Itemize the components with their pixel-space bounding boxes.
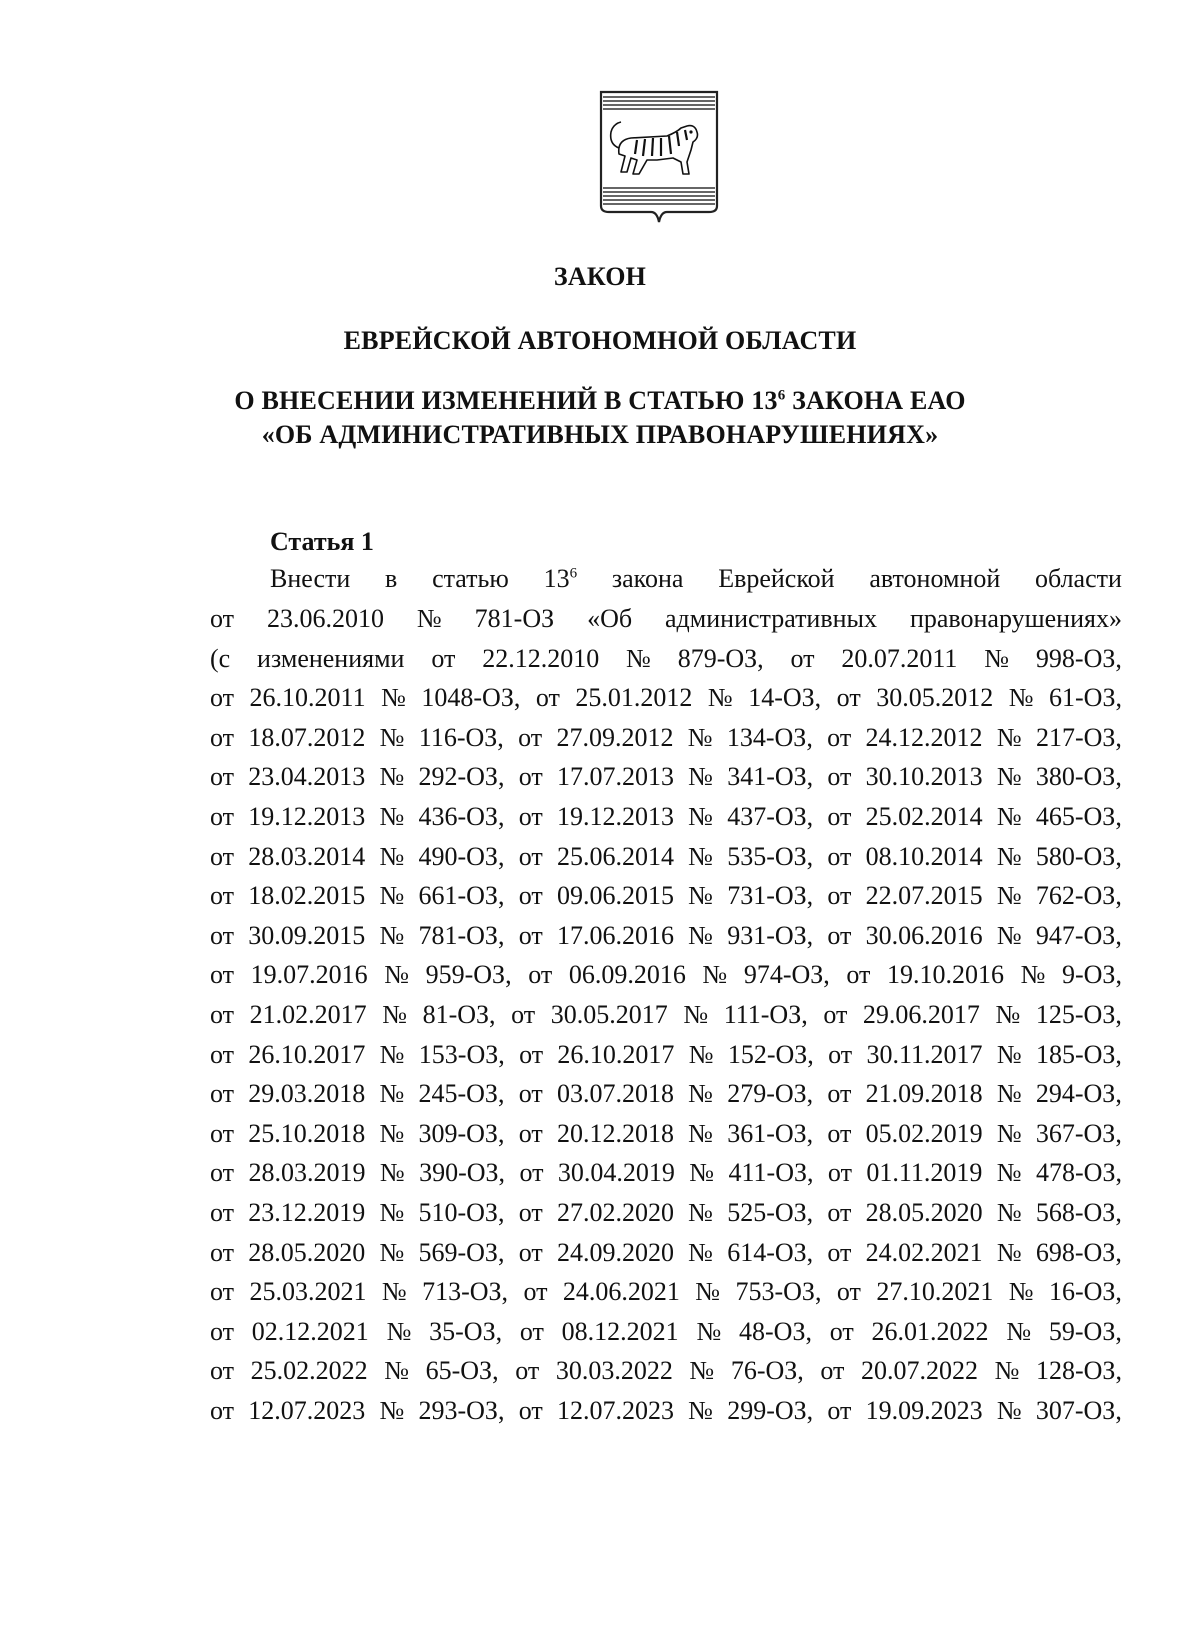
paragraph-line: от 19.07.2016 № 959-ОЗ, от 06.09.2016 № 974-ОЗ, от 19.10.2016 № 9-ОЗ, bbox=[210, 960, 1122, 990]
word: в bbox=[385, 564, 398, 593]
paragraph-line: от 26.10.2011 № 1048-ОЗ, от 25.01.2012 № 14-ОЗ, от 30.05.2012 № 61-ОЗ, bbox=[210, 683, 1122, 713]
paragraph-line: от 02.12.2021 № 35-ОЗ, от 08.12.2021 № 48-ОЗ, от 26.01.2022 № 59-ОЗ, bbox=[210, 1316, 1122, 1346]
paragraph-line: от 23.04.2013 № 292-ОЗ, от 17.07.2013 № 341-ОЗ, от 30.10.2013 № 380-ОЗ, bbox=[210, 762, 1122, 792]
paragraph-first-line bbox=[270, 564, 1122, 594]
paragraph-line: от 28.05.2020 № 569-ОЗ, от 24.09.2020 № 614-ОЗ, от 24.02.2021 № 698-ОЗ, bbox=[210, 1237, 1122, 1267]
word: статью bbox=[432, 564, 509, 593]
coat-of-arms-icon bbox=[597, 88, 721, 234]
law-label: ЗАКОН bbox=[553, 262, 647, 291]
paragraph-line: от 25.02.2022 № 65-ОЗ, от 30.03.2022 № 76-ОЗ, от 20.07.2022 № 128-ОЗ, bbox=[210, 1356, 1122, 1386]
paragraph-line: от 21.02.2017 № 81-ОЗ, от 30.05.2017 № 111-ОЗ, от 29.06.2017 № 125-ОЗ, bbox=[210, 1000, 1122, 1029]
paragraph-line: от 18.02.2015 № 661-ОЗ, от 09.06.2015 № 731-ОЗ, от 22.07.2015 № 762-ОЗ, bbox=[210, 881, 1122, 911]
paragraph-line: от 28.03.2014 № 490-ОЗ, от 25.06.2014 № 535-ОЗ, от 08.10.2014 № 580-ОЗ, bbox=[210, 841, 1122, 871]
paragraph-line: от 28.03.2019 № 390-ОЗ, от 30.04.2019 № 411-ОЗ, от 01.11.2019 № 478-ОЗ, bbox=[210, 1158, 1122, 1188]
paragraph-line: от 23.06.2010 № 781-ОЗ «Об административных правонарушениях» bbox=[210, 604, 1122, 633]
paragraph-line: (с изменениями от 22.12.2010 № 879-ОЗ, от 20.07.2011 № 998-ОЗ, bbox=[210, 643, 1122, 673]
paragraph-line: от 29.03.2018 № 245-ОЗ, от 03.07.2018 № 279-ОЗ, от 21.09.2018 № 294-ОЗ, bbox=[210, 1079, 1122, 1109]
word: Еврейской bbox=[718, 564, 835, 593]
article-heading: Статья 1 bbox=[270, 527, 374, 556]
paragraph-line: от 19.12.2013 № 436-ОЗ, от 19.12.2013 № 437-ОЗ, от 25.02.2014 № 465-ОЗ, bbox=[210, 802, 1122, 831]
paragraph-line: от 30.09.2015 № 781-ОЗ, от 17.06.2016 № 931-ОЗ, от 30.06.2016 № 947-ОЗ, bbox=[210, 920, 1122, 950]
word: Внести bbox=[270, 564, 351, 593]
paragraph-line: от 12.07.2023 № 293-ОЗ, от 12.07.2023 № 299-ОЗ, от 19.09.2023 № 307-ОЗ, bbox=[210, 1396, 1122, 1425]
paragraph-line: от 26.10.2017 № 153-ОЗ, от 26.10.2017 № 152-ОЗ, от 30.11.2017 № 185-ОЗ, bbox=[210, 1039, 1122, 1069]
word: автономной bbox=[869, 564, 1001, 593]
word: закона bbox=[611, 564, 684, 593]
law-title-line-1: О ВНЕСЕНИИ ИЗМЕНЕНИЙ В СТАТЬЮ $13^6$ ЗАКОНА ЕАО bbox=[234, 386, 966, 415]
paragraph-line: от 25.10.2018 № 309-ОЗ, от 20.12.2018 № 361-ОЗ, от 05.02.2019 № 367-ОЗ, bbox=[210, 1118, 1122, 1148]
law-title-line-2: «ОБ АДМИНИСТРАТИВНЫХ ПРАВОНАРУШЕНИЯХ» bbox=[261, 420, 939, 449]
paragraph-line: от 25.03.2021 № 713-ОЗ, от 24.06.2021 № 753-ОЗ, от 27.10.2021 № 16-ОЗ, bbox=[210, 1277, 1122, 1307]
region-title: ЕВРЕЙСКОЙ АВТОНОМНОЙ ОБЛАСТИ bbox=[343, 326, 857, 355]
paragraph-line: от 23.12.2019 № 510-ОЗ, от 27.02.2020 № 525-ОЗ, от 28.05.2020 № 568-ОЗ, bbox=[210, 1198, 1122, 1227]
word: $13^6$ bbox=[543, 564, 578, 593]
paragraph-line: от 18.07.2012 № 116-ОЗ, от 27.09.2012 № 134-ОЗ, от 24.12.2012 № 217-ОЗ, bbox=[210, 722, 1122, 752]
word: области bbox=[1035, 564, 1122, 593]
